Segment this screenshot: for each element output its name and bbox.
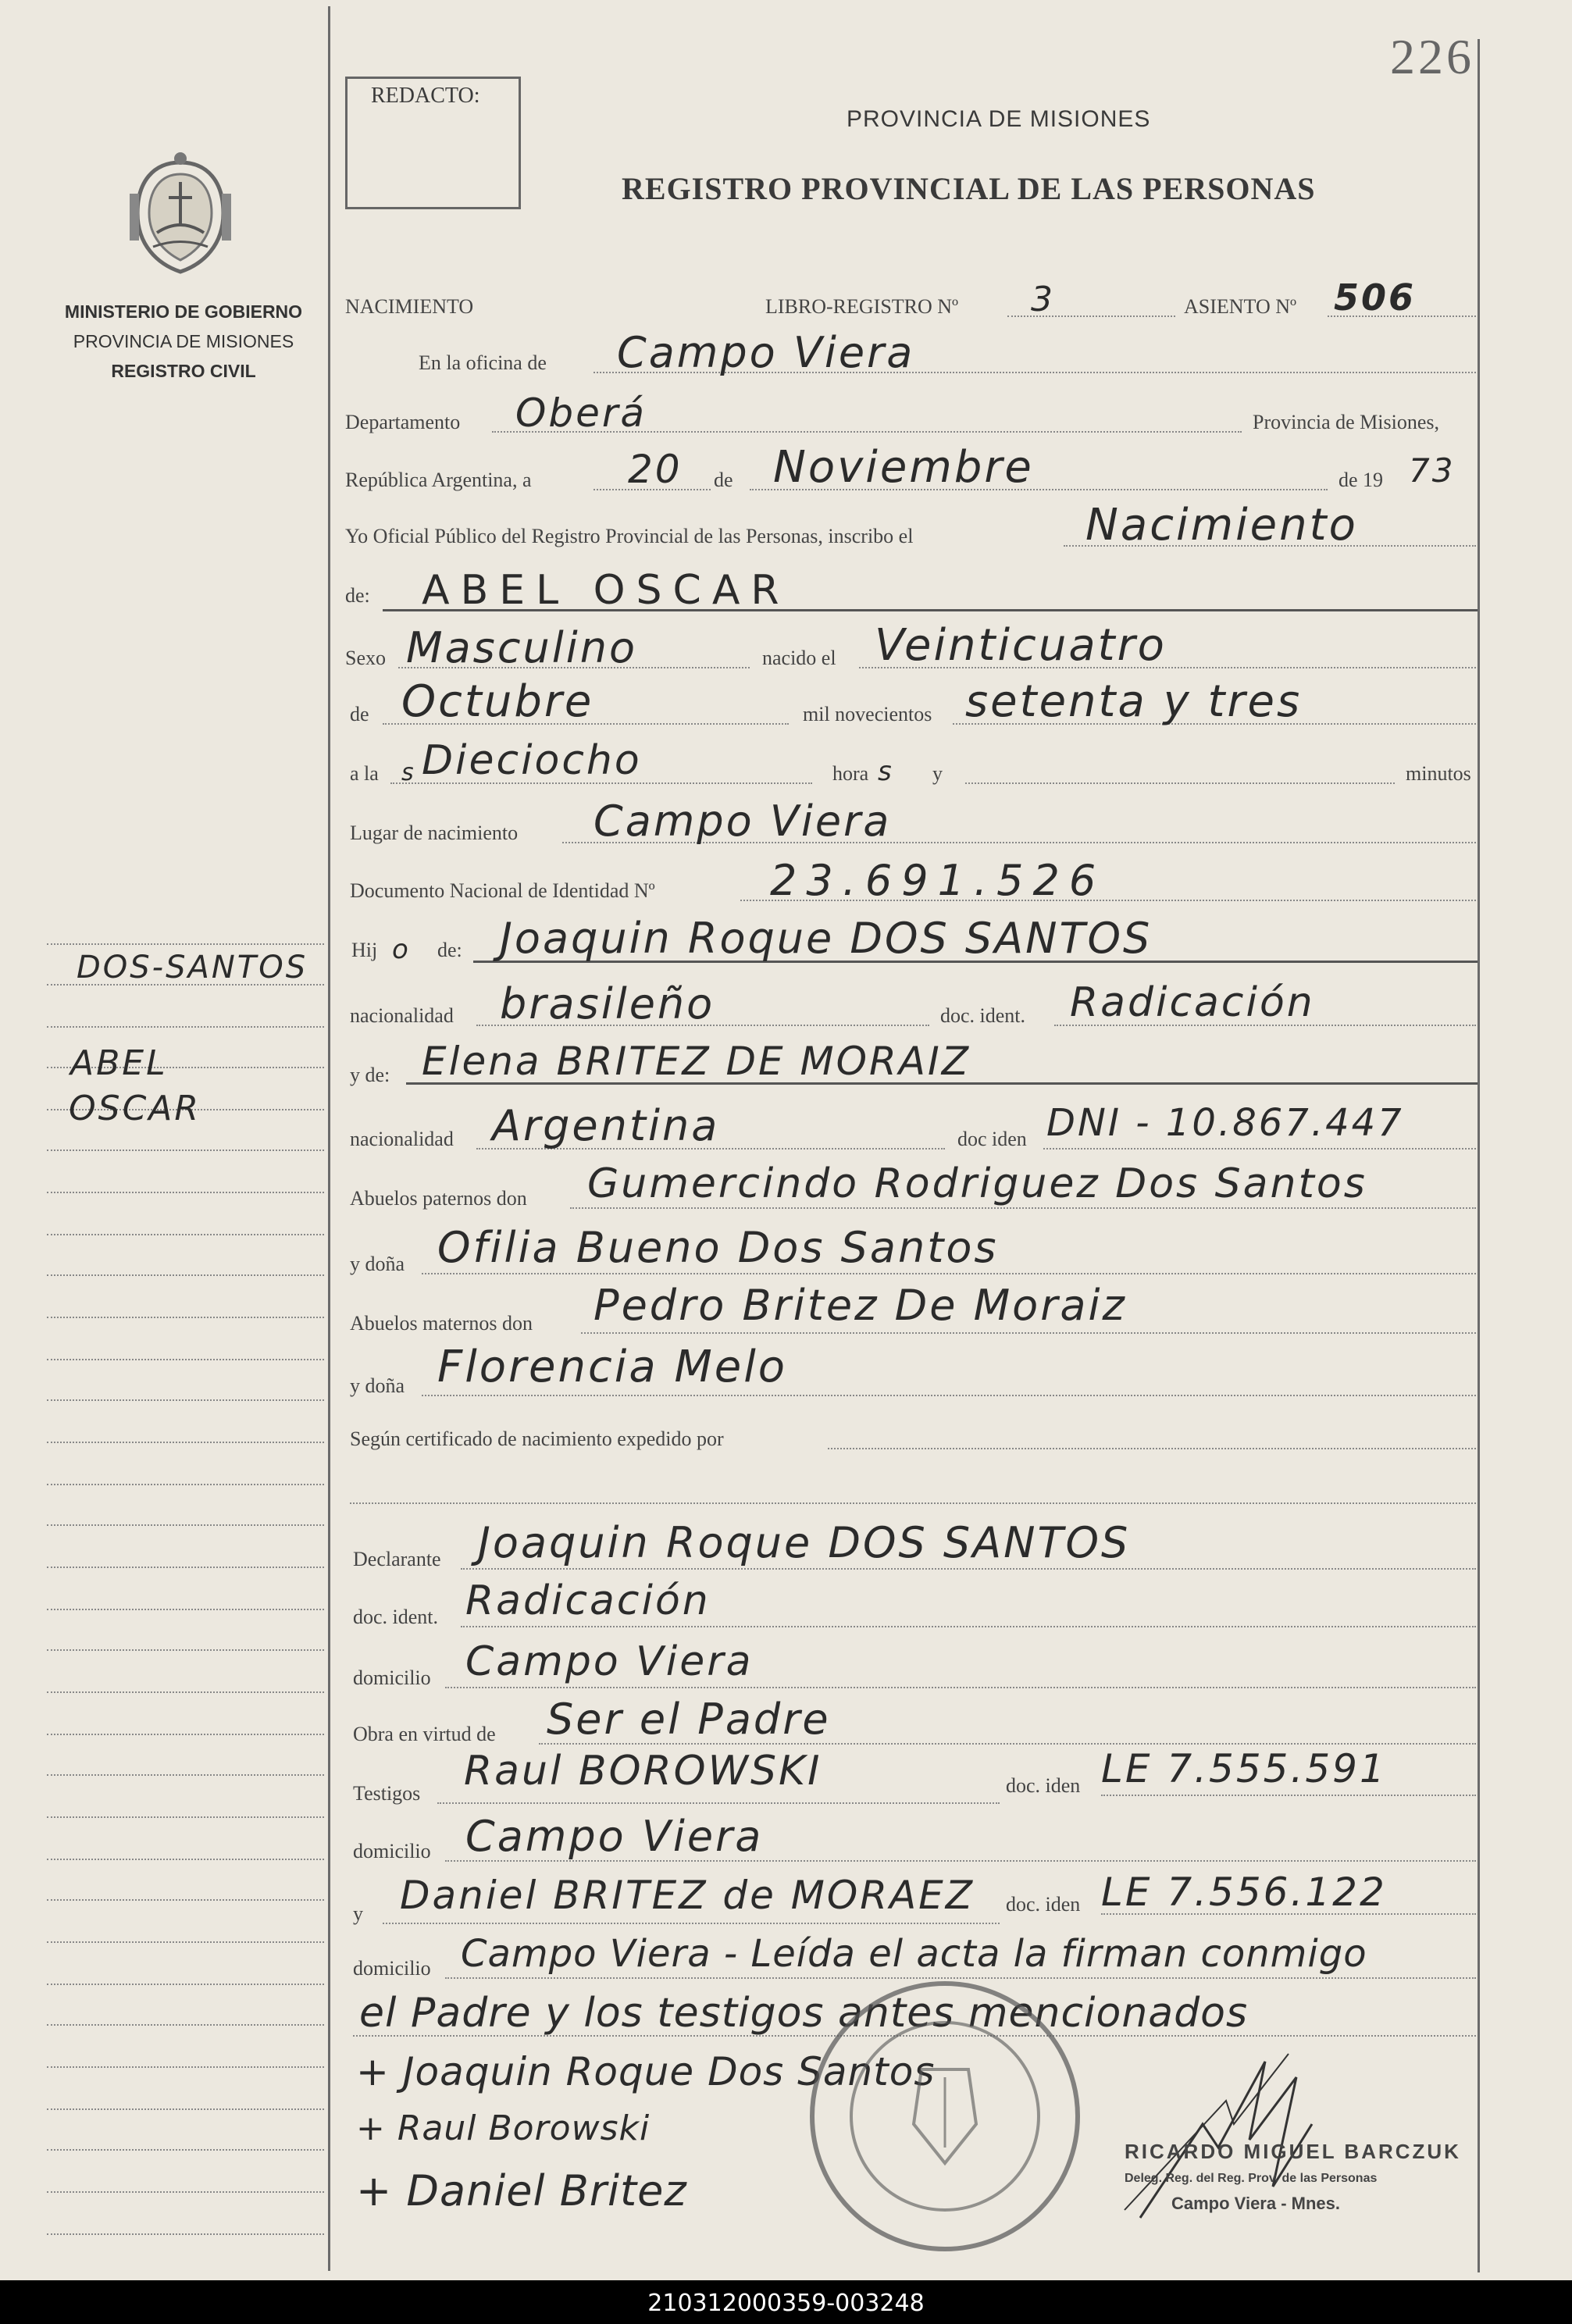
label-a-las: a la — [350, 762, 379, 785]
value-nac-madre: Argentina — [492, 1101, 720, 1150]
margin-surname: DOS-SANTOS — [77, 950, 308, 986]
redacto-box — [345, 77, 521, 209]
value-testigo-1: Raul BOROWSKI — [464, 1748, 822, 1795]
margin-line — [47, 2024, 324, 2026]
margin-line — [47, 1317, 324, 1318]
margin-line — [47, 2191, 324, 2193]
value-continuation: el Padre y los testigos antes mencionados — [359, 1990, 1249, 2037]
label-mil: mil novecientos — [803, 703, 932, 725]
value-dia: 20 — [628, 447, 683, 492]
official-place: Campo Viera - Mnes. — [1171, 2194, 1340, 2213]
label-provincia: Provincia de Misiones, — [1253, 411, 1440, 433]
official-stamp-icon — [797, 1968, 1093, 2265]
margin-line — [47, 1734, 324, 1735]
margin-line — [47, 1941, 324, 1943]
label-nacido: nacido el — [762, 647, 836, 669]
margin-line — [47, 2233, 324, 2235]
value-doc-madre: DNI - 10.867.447 — [1046, 1101, 1404, 1145]
label-abuelos-paternos: Abuelos paternos don — [350, 1187, 527, 1210]
label-dni: Documento Nacional de Identidad Nº — [350, 879, 655, 902]
margin-line — [47, 1899, 324, 1901]
margin-line — [47, 1026, 324, 1028]
signature-testigo-1: + Raul Borowski — [356, 2108, 651, 2148]
line-doc-testigo-1 — [1101, 1795, 1476, 1796]
value-anio-nac: setenta y tres — [965, 676, 1303, 727]
margin-line — [47, 1442, 324, 1443]
value-obra: Ser el Padre — [547, 1695, 831, 1744]
label-lugar: Lugar de nacimiento — [350, 822, 519, 844]
value-horas: Dieciocho — [422, 737, 642, 784]
line-abuela-mat — [422, 1395, 1476, 1396]
value-madre: Elena BRITEZ DE MORAIZ — [422, 1039, 971, 1084]
margin-line — [47, 943, 324, 945]
margin-line — [47, 1274, 324, 1276]
ministry-line2: PROVINCIA DE MISIONES — [73, 331, 294, 351]
label-y: y — [932, 762, 943, 785]
label-doc-testigo-1: doc. iden — [1006, 1774, 1081, 1797]
value-inscribo: Nacimiento — [1085, 500, 1358, 551]
label-hijo-de: de: — [437, 939, 462, 961]
label-sexo: Sexo — [345, 647, 386, 669]
label-departamento: Departamento — [345, 411, 461, 433]
margin-line — [47, 1192, 324, 1193]
value-nacido: Veinticuatro — [875, 620, 1167, 671]
official-name: RICARDO MIGUEL BARCZUK — [1125, 2140, 1461, 2163]
value-doc-padre: Radicación — [1070, 979, 1315, 1026]
line-testigo-2 — [383, 1923, 1000, 1924]
value-mes-nac: Octubre — [401, 676, 594, 727]
value-testigo-2: Daniel BRITEZ de MORAEZ — [400, 1873, 975, 1918]
line-minutos — [965, 782, 1395, 784]
margin-line — [47, 1691, 324, 1693]
label-libro: LIBRO-REGISTRO Nº — [765, 295, 959, 318]
margin-line — [47, 1859, 324, 1860]
footer-bar — [0, 2280, 1572, 2324]
ministry-line1: MINISTERIO DE GOBIERNO — [64, 301, 303, 322]
line-doc-madre — [1043, 1148, 1476, 1150]
value-dni: 23.691.526 — [770, 856, 1106, 905]
margin-name2: OSCAR — [69, 1089, 201, 1128]
margin-line — [47, 2108, 324, 2110]
signature-testigo-2: + Daniel Britez — [356, 2166, 687, 2215]
coat-of-arms-icon — [122, 147, 239, 280]
label-domicilio-1: domicilio — [353, 1666, 431, 1689]
label-de-mes-nac: de — [350, 703, 369, 725]
label-republica: República Argentina, a — [345, 469, 532, 491]
label-testigos: Testigos — [353, 1782, 421, 1805]
label-de-nombre: de: — [345, 584, 370, 607]
value-asiento: 506 — [1334, 276, 1417, 319]
margin-line — [47, 1567, 324, 1568]
margin-line — [47, 1774, 324, 1776]
right-rule — [1478, 39, 1480, 2272]
line-domicilio-1 — [445, 1687, 1476, 1688]
label-doc-declarante: doc. ident. — [353, 1606, 439, 1628]
official-title: Deleg. Reg. del Reg. Prov. de las Personas — [1125, 2172, 1378, 2185]
line-declarante — [461, 1568, 1476, 1570]
margin-line — [47, 1359, 324, 1360]
line-testigo-1 — [437, 1802, 1000, 1804]
value-hijo-o: o — [392, 934, 411, 965]
line-abuelo-pat — [570, 1207, 1476, 1209]
redacto-label: REDACTO: — [371, 84, 480, 108]
label-obra: Obra en virtud de — [353, 1723, 496, 1745]
value-abuelo-mat: Pedro Britez De Moraiz — [594, 1281, 1127, 1330]
label-nacionalidad-madre: nacionalidad — [350, 1128, 454, 1150]
margin-line — [47, 1150, 324, 1151]
label-minutos: minutos — [1406, 762, 1471, 785]
label-nacimiento: NACIMIENTO — [345, 295, 474, 318]
label-segun: Según certificado de nacimiento expedido por — [350, 1428, 724, 1450]
value-nombre: ABEL OSCAR — [422, 567, 790, 614]
label-doc-testigo-2: doc. iden — [1006, 1893, 1081, 1916]
header-province: PROVINCIA DE MISIONES — [847, 106, 1151, 132]
ministry-block — [31, 297, 336, 386]
margin-line — [47, 1234, 324, 1235]
label-y-dona-1: y doña — [350, 1253, 405, 1275]
value-oficina: Campo Viera — [617, 328, 915, 377]
value-abuela-pat: Ofilia Bueno Dos Santos — [437, 1223, 999, 1272]
value-abuela-mat: Florencia Melo — [437, 1342, 788, 1392]
value-sexo: Masculino — [406, 623, 637, 672]
official-signature-block — [1125, 2140, 1461, 2214]
label-de-anio: de 19 — [1339, 469, 1384, 491]
label-nacionalidad-padre: nacionalidad — [350, 1004, 454, 1027]
margin-line — [47, 2149, 324, 2151]
value-departamento: Oberá — [515, 390, 647, 436]
value-horas-s: s — [878, 756, 894, 787]
label-y-testigo-2: y — [353, 1902, 363, 1925]
label-yo: Yo Oficial Público del Registro Provincial de las Personas, inscribo el — [345, 525, 914, 547]
line-doc-declarante — [461, 1626, 1476, 1627]
margin-line — [47, 1816, 324, 1818]
label-horas: hora — [832, 762, 869, 785]
margin-name1: ABEL — [70, 1043, 168, 1083]
value-doc-testigo-1: LE 7.555.591 — [1101, 1746, 1387, 1791]
label-abuelos-maternos: Abuelos maternos don — [350, 1312, 533, 1335]
label-domicilio-2: domicilio — [353, 1840, 431, 1862]
label-de-mes: de — [714, 469, 733, 491]
value-mes: Noviembre — [773, 442, 1034, 493]
line-abuelo-mat — [581, 1332, 1476, 1334]
value-declarante: Joaquin Roque DOS SANTOS — [478, 1518, 1131, 1567]
page-number: 226 — [1390, 29, 1474, 84]
label-oficina: En la oficina de — [419, 351, 547, 374]
margin-line — [47, 1524, 324, 1526]
label-asiento: ASIENTO Nº — [1184, 295, 1297, 318]
label-domicilio-3: domicilio — [353, 1957, 431, 1980]
value-domicilio-1: Campo Viera — [465, 1638, 754, 1685]
value-domicilio-2: Campo Viera — [465, 1812, 764, 1861]
label-doc-madre: doc iden — [957, 1128, 1027, 1150]
label-y-dona-2: y doña — [350, 1374, 405, 1397]
line-segun-2 — [350, 1502, 1476, 1504]
signature-declarante: + Joaquin Roque Dos Santos — [356, 2049, 936, 2094]
line-abuela-pat — [422, 1273, 1476, 1274]
header-registry: REGISTRO PROVINCIAL DE LAS PERSONAS — [622, 171, 1316, 206]
margin-line — [47, 1609, 324, 1610]
line-segun — [828, 1448, 1476, 1449]
label-doc-padre: doc. ident. — [940, 1004, 1026, 1027]
footer-id: 210312000359-003248 — [647, 2290, 925, 2317]
label-hijo: Hij — [351, 939, 378, 961]
label-declarante: Declarante — [353, 1548, 441, 1570]
margin-line — [47, 1984, 324, 1985]
value-doc-declarante: Radicación — [465, 1577, 711, 1624]
value-domicilio-3: Campo Viera - Leída el acta la firman conmigo — [461, 1932, 1367, 1976]
margin-line — [47, 2066, 324, 2068]
margin-line — [47, 1649, 324, 1651]
value-padre: Joaquin Roque DOS SANTOS — [500, 914, 1153, 963]
margin-line — [47, 1399, 324, 1401]
ministry-line3: REGISTRO CIVIL — [111, 361, 256, 381]
value-libro: 3 — [1031, 280, 1055, 319]
value-lugar: Campo Viera — [594, 797, 892, 846]
value-abuelo-pat: Gumercindo Rodriguez Dos Santos — [587, 1160, 1367, 1207]
label-y-de: y de: — [350, 1064, 390, 1086]
value-a-las-s: s — [401, 759, 416, 786]
value-anio: 73 — [1409, 451, 1456, 490]
margin-line — [47, 1484, 324, 1485]
value-nac-padre: brasileño — [500, 979, 715, 1028]
value-doc-testigo-2: LE 7.556.122 — [1101, 1870, 1387, 1915]
